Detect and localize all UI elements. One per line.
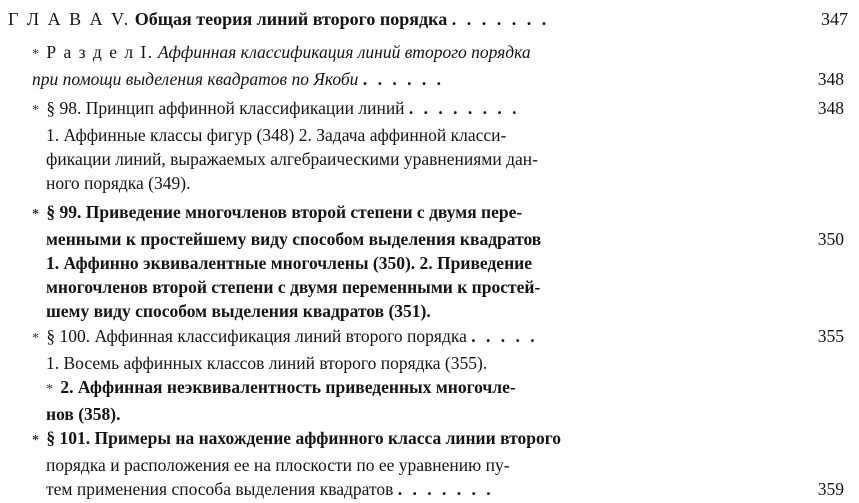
subsection-line-1: 1. Восемь аффинных классов линий второго порядка (355). <box>46 353 488 373</box>
entry-heading-line-1: § 99. Приведение многочленов второй степени с двумя пере- <box>46 202 523 222</box>
subsections <box>32 123 844 147</box>
leader-dots: . . . . . . . <box>397 479 494 499</box>
toc-entry-98 <box>32 96 844 195</box>
toc-entry-100 <box>32 324 844 426</box>
page-number: 355 <box>812 324 844 348</box>
asterisk-mark: * <box>32 103 39 118</box>
chapter-label: Г Л А В А V. <box>8 9 131 29</box>
page-number: 350 <box>812 227 844 251</box>
subsection-line-1: 1. Аффинно эквивалентные многочлены (350). 2. Приведение <box>46 253 533 273</box>
entry-heading-line-3: тем применения способа выделения квадратов <box>46 479 394 499</box>
leader-dots: . . . . . . <box>362 69 444 89</box>
entry-heading-line-1: § 101. Примеры на нахождение аффинного класса линии второго <box>46 428 561 448</box>
toc-entry-101 <box>32 426 844 501</box>
subsection-line-3: шему виду способом выделения квадратов (351). <box>46 301 431 321</box>
entry-heading-line-2: порядка и расположения ее на плоскости по ее уравнению пу- <box>46 455 510 475</box>
subsection-line-3: ного порядка (349). <box>46 173 191 193</box>
asterisk-mark: * <box>32 207 39 222</box>
chapter-title: Общая теория линий второго порядка <box>134 9 448 29</box>
chapter-heading <box>8 6 848 32</box>
asterisk-mark: * <box>32 433 39 448</box>
asterisk-mark: * <box>46 382 53 397</box>
asterisk-mark: * <box>32 331 39 346</box>
subsection-line-2: фикации линий, выражаемых алгебраическими уравнениями дан- <box>46 149 538 169</box>
leader-dots: . . . . . . . <box>451 9 550 29</box>
section-label: Р а з д е л I. <box>46 42 154 62</box>
page-number: 348 <box>812 96 844 120</box>
entry-heading: § 98. Принцип аффинной классификации линий <box>46 98 405 118</box>
page-number: 348 <box>812 67 844 91</box>
subsection-line-2: 2. Аффинная неэквивалентность приведенных многочле- <box>60 377 516 397</box>
toc-entry-99 <box>32 200 844 323</box>
subsection-line-3: нов (358). <box>46 404 121 424</box>
subsection-line-2: многочленов второй степени с двумя переменными к простей- <box>46 277 541 297</box>
section-title-line-2: при помощи выделения квадратов по Якоби <box>32 69 359 89</box>
leader-dots: . . . . . <box>471 326 538 346</box>
page-number: 359 <box>812 477 844 501</box>
page-number: 347 <box>815 6 848 32</box>
asterisk-mark: * <box>32 47 39 62</box>
entry-heading: § 100. Аффинная классификация линий второго порядка <box>46 326 467 346</box>
toc-entry-section-1 <box>32 40 844 91</box>
entry-heading-line-2: менными к простейшему виду способом выделения квадратов <box>46 229 542 249</box>
leader-dots: . . . . . . . . <box>408 98 520 118</box>
section-title-line-1: Аффинная классификация линий второго порядка <box>158 42 531 62</box>
subsection-line-1: 1. Аффинные классы фигур (348) 2. Задача аффинной класси- <box>46 125 507 145</box>
